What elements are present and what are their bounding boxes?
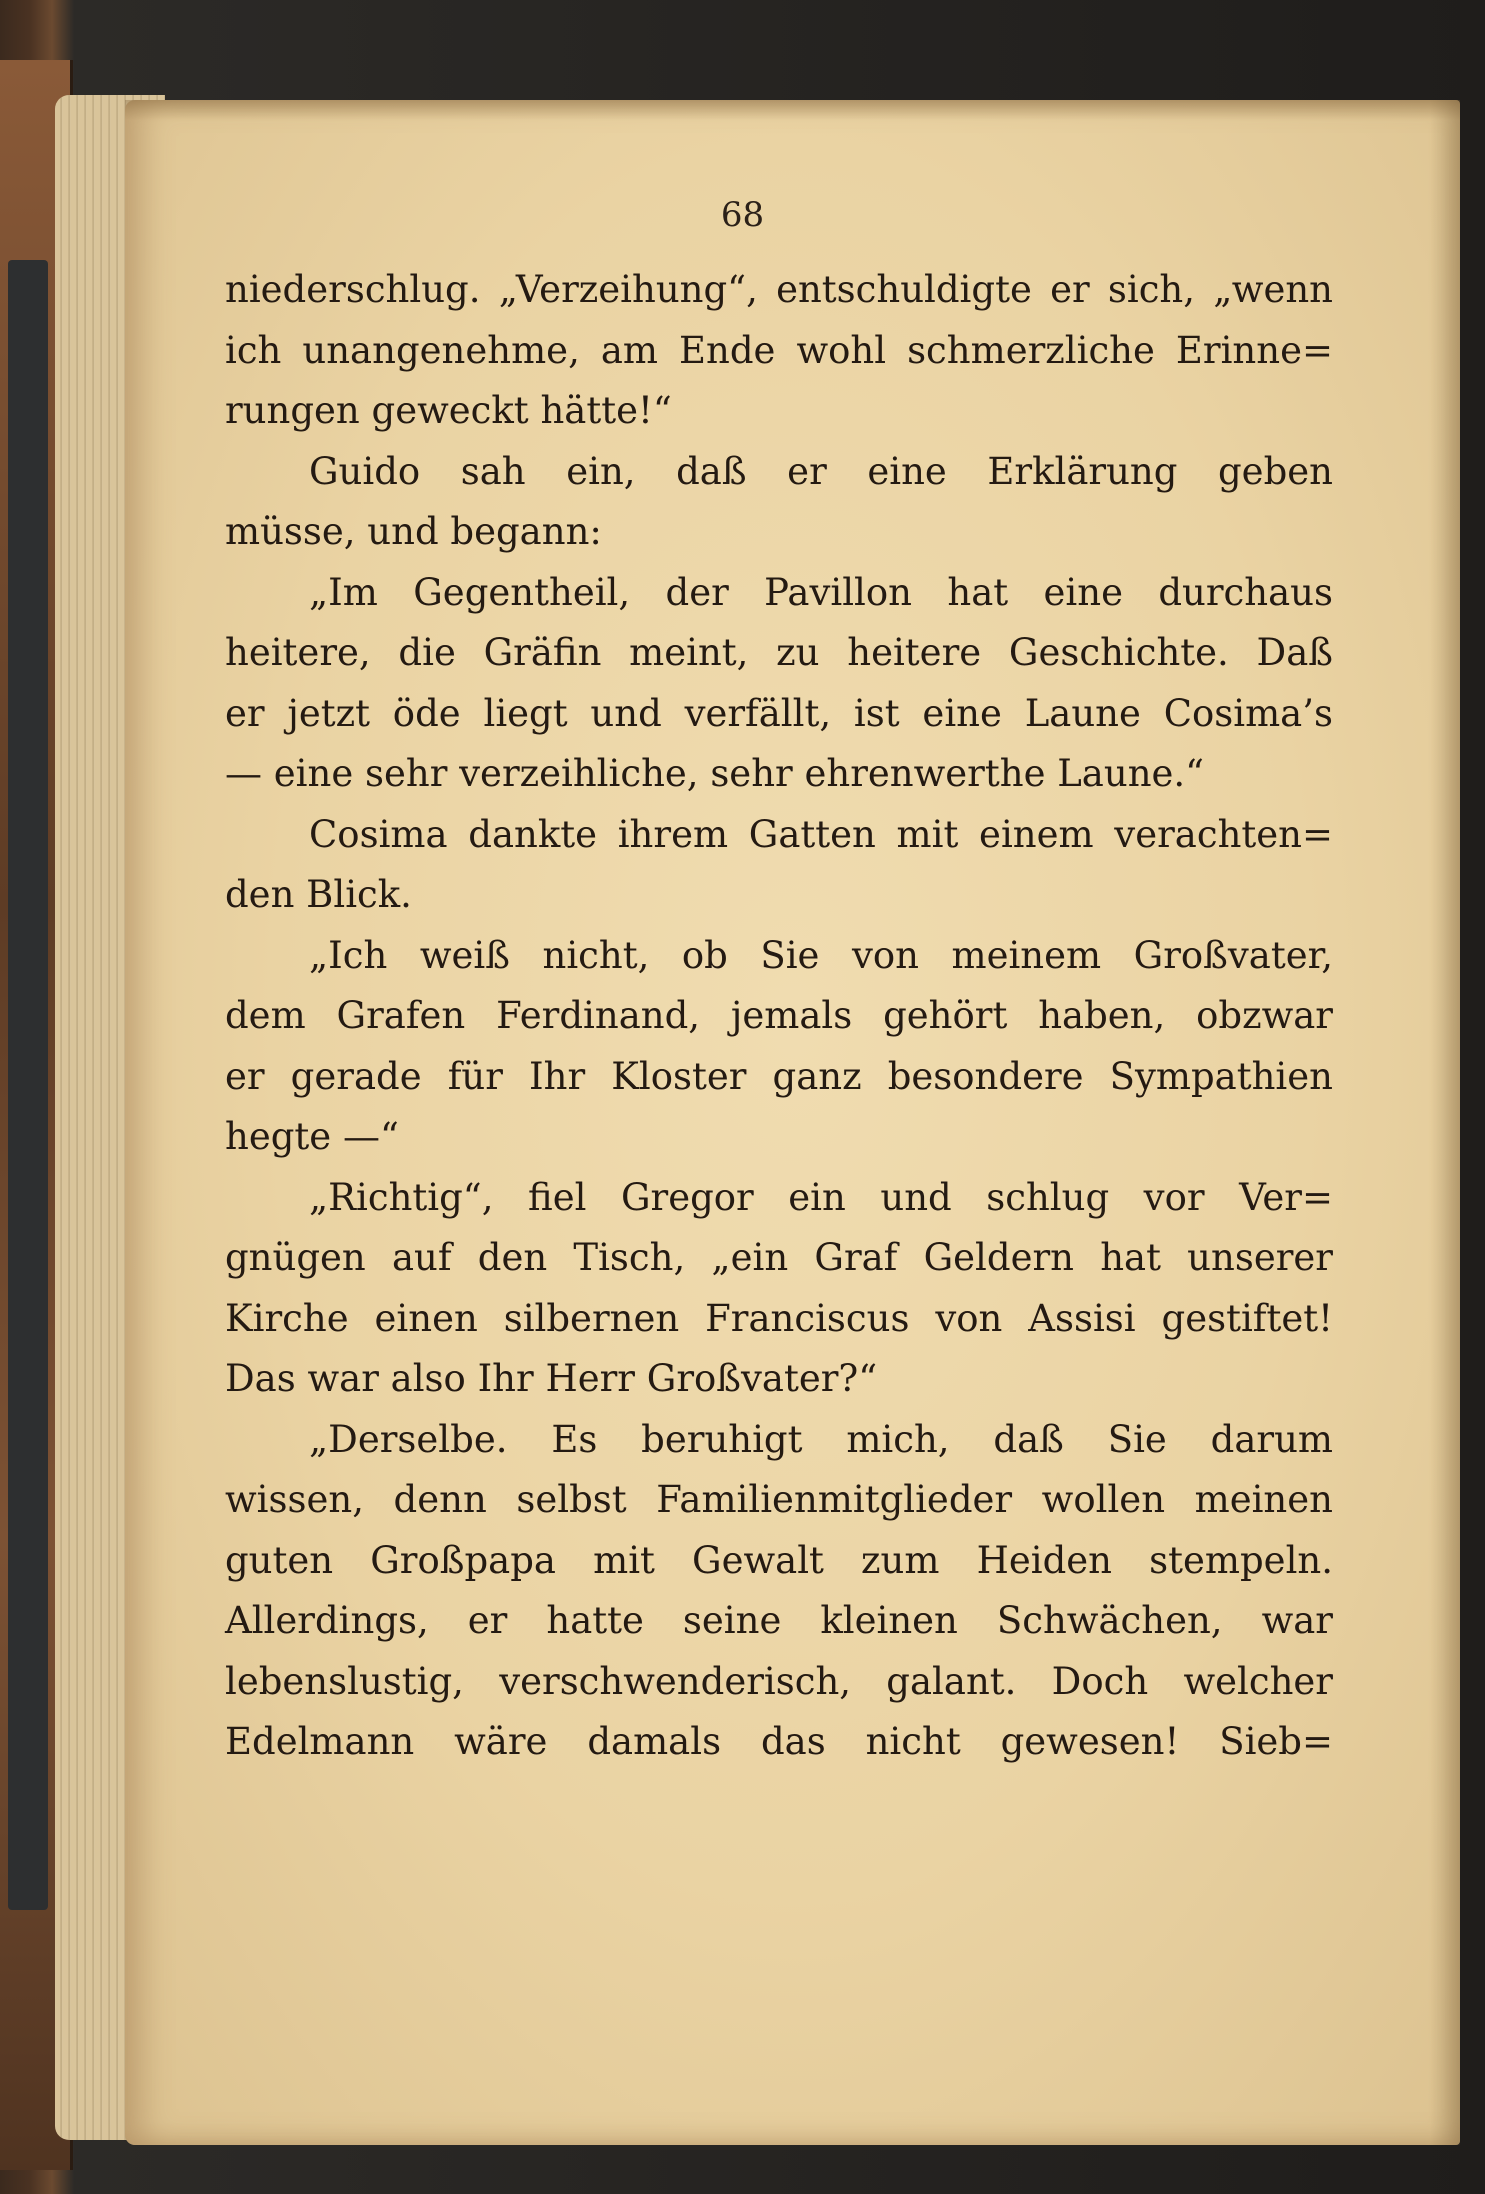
text-line: „Richtig“, fiel Gregor ein und schlug vor Ver= [309,1175,1333,1219]
cover-board [8,260,48,1910]
text-line: müsse, und begann: [225,510,602,553]
text-line: Allerdings, er hatte seine kleinen Schwächen, war [225,1599,1333,1642]
page-shadow [125,100,1460,120]
text-line: Cosima dankte ihrem Gatten mit einem verachten= [309,812,1333,856]
text-line: lebenslustig, verschwenderisch, galant. Doch welcher [225,1659,1333,1703]
text-line: ich unangenehme, am Ende wohl schmerzliche Erinne= [225,328,1333,372]
text-line: gnügen auf den Tisch, „ein Graf Geldern hat unserer [225,1236,1333,1279]
text-line: er jetzt öde liegt und verfällt, ist eine Laune Cosima’s [225,691,1333,735]
text-line: niederschlug. „Verzeihung“, entschuldigte er sich, „wenn [225,268,1333,311]
text-line: hegte —“ [225,1115,399,1158]
text-line: „Derselbe. Es beruhigt mich, daß Sie darum [309,1417,1333,1461]
page-number: 68 [720,195,765,235]
body-text [225,260,1333,1773]
text-line: — eine sehr verzeihliche, sehr ehrenwerthe Laune.“ [225,752,1205,795]
text-line: dem Grafen Ferdinand, jemals gehört haben, obzwar [225,994,1333,1037]
text-line: heitere, die Gräfin meint, zu heitere Geschichte. Daß [225,631,1333,674]
text-line: „Im Gegentheil, der Pavillon hat eine durchaus [309,570,1333,614]
text-line: Das war also Ihr Herr Großvater?“ [225,1357,878,1400]
text-line: Kirche einen silbernen Franciscus von Assisi gestiftet! [225,1296,1333,1340]
text-line: er gerade für Ihr Kloster ganz besondere Sympathien [225,1054,1333,1098]
text-line: rungen geweckt hätte!“ [225,389,672,432]
page-gutter [1430,100,1460,2145]
text-line: den Blick. [225,873,412,916]
text-line: guten Großpapa mit Gewalt zum Heiden stempeln. [225,1538,1333,1582]
text-line: Guido sah ein, daß er eine Erklärung geben [309,449,1333,493]
text-line: wissen, denn selbst Familienmitglieder wollen meinen [225,1478,1333,1521]
text-line: „Ich weiß nicht, ob Sie von meinem Großvater, [309,933,1333,977]
text-line: Edelmann wäre damals das nicht gewesen! Sieb= [225,1720,1333,1763]
